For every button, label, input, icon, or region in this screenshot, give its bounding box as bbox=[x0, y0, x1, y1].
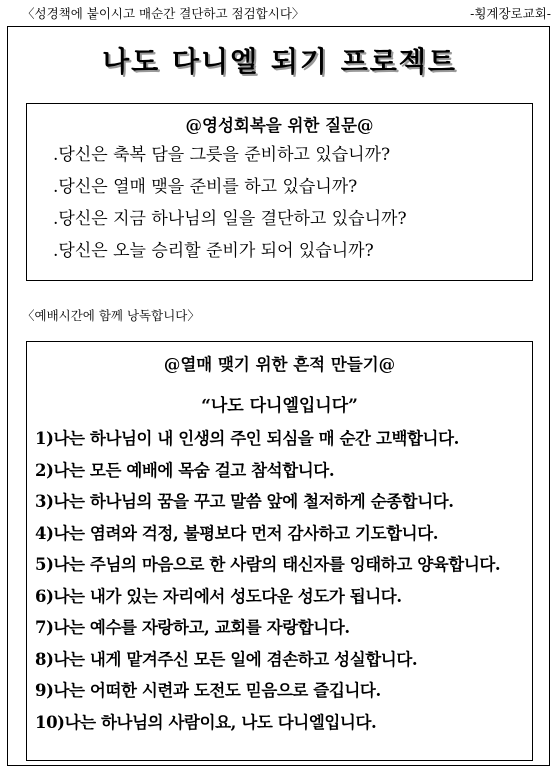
vow-item: 4)나는 염려와 걱정, 불평보다 먼저 감사하고 기도합니다. bbox=[35, 523, 439, 543]
vow-item: 7)나는 예수를 자랑하고, 교회를 자랑합니다. bbox=[35, 618, 350, 637]
vows-title: @열매 맺기 위한 흔적 만들기@ bbox=[163, 355, 396, 374]
church-name: -횡계장로교회- bbox=[470, 6, 551, 21]
vow-item: 9)나는 어떠한 시련과 도전도 믿음으로 즐깁니다. bbox=[35, 681, 381, 700]
vow-list bbox=[27, 423, 532, 738]
vows-subtitle: “나도 다니엘입니다” bbox=[201, 396, 358, 416]
page-title: 나도 다니엘 되기 프로젝트 bbox=[102, 45, 457, 78]
vow-item: 5)나는 주님의 마음으로 한 사람의 태신자를 잉태하고 양육합니다. bbox=[35, 555, 501, 574]
questions-box bbox=[26, 103, 533, 281]
question-item: .당신은 지금 하나님의 일을 결단하고 있습니까? bbox=[53, 209, 407, 229]
vow-item: 6)나는 내가 있는 자리에서 성도다운 성도가 됩니다. bbox=[35, 586, 402, 606]
question-item: .당신은 축복 담을 그릇을 준비하고 있습니까? bbox=[53, 145, 391, 165]
questions-title: @영성회복을 위한 질문@ bbox=[185, 116, 374, 135]
header-instruction: 〈성경책에 붙이시고 매순간 결단하고 점검합시다〉 bbox=[22, 6, 305, 21]
vow-item: 8)나는 내게 맡겨주신 모든 일에 겸손하고 성실합니다. bbox=[35, 649, 418, 669]
header-row bbox=[8, 4, 551, 24]
vow-item: 2)나는 모든 예배에 목숨 걸고 참석합니다. bbox=[35, 460, 335, 480]
reading-note: 〈예배시간에 함께 낭독합니다〉 bbox=[22, 308, 200, 323]
question-item: .당신은 열매 맺을 준비를 하고 있습니까? bbox=[53, 177, 358, 197]
vow-item: 3)나는 하나님의 꿈을 꾸고 말씀 앞에 철저하게 순종합니다. bbox=[35, 492, 454, 511]
question-item: .당신은 오늘 승리할 준비가 되어 있습니까? bbox=[53, 241, 374, 261]
vow-item: 10)나는 하나님의 사람이요, 나도 다니엘입니다. bbox=[35, 712, 377, 732]
vow-item: 1)나는 하나님이 내 인생의 주인 되심을 매 순간 고백합니다. bbox=[35, 429, 459, 448]
vows-box bbox=[26, 341, 533, 761]
